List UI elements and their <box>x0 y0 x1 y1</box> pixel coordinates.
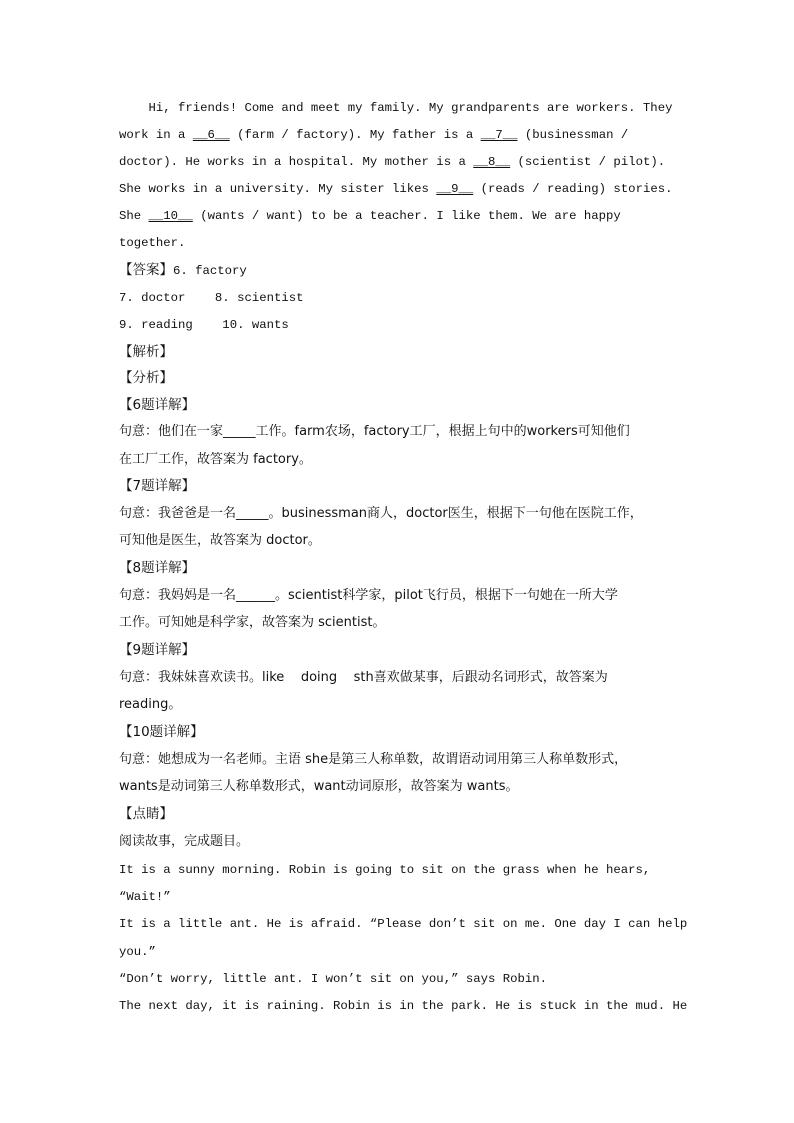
q10-title: 【10题详解】 <box>119 724 204 740</box>
passage-text: Hi, friends! Come and meet my family. My grandparents are workers. They <box>119 101 673 115</box>
dianjing-heading: 【点睛】 <box>119 806 173 822</box>
analysis-heading: 【解析】 <box>119 344 173 360</box>
passage-text: She <box>119 209 149 223</box>
story-line-3: It is a little ant. He is afraid. “Please don’t sit on me. One day I can help <box>119 917 688 931</box>
q6-explanation-line-2: 在工厂工作，故答案为 factory。 <box>119 452 312 467</box>
passage-text: together. <box>119 236 186 250</box>
story-line-1: It is a sunny morning. Robin is going to sit on the grass when he hears, <box>119 863 651 877</box>
q8-explanation-line-1: 句意：我妈妈是一名______。scientist科学家，pilot飞行员，根据下一句她在一所大学 <box>119 588 618 603</box>
blank-9: __9__ <box>436 182 474 196</box>
passage-text: (reads / reading) stories. <box>473 182 673 196</box>
q7-explanation-line-1: 句意：我爸爸是一名_____。businessman商人，doctor医生，根据下一句他在医院工作， <box>119 506 643 521</box>
passage-text: doctor). He works in a hospital. My mother is a <box>119 155 474 169</box>
q10-explanation-line-1: 句意：她想成为一名老师。主语 she是第三人称单数，故谓语动词用第三人称单数形式， <box>119 752 628 767</box>
q9-title: 【9题详解】 <box>119 642 196 658</box>
passage-line-1 <box>119 98 672 118</box>
passage-line-6 <box>119 233 185 253</box>
q6-title: 【6题详解】 <box>119 397 196 413</box>
passage-line-5 <box>119 206 621 226</box>
answer-7-8: 7. doctor 8. scientist <box>119 291 304 305</box>
story-line-4: you.” <box>119 945 156 959</box>
fenxi-heading: 【分析】 <box>119 370 173 386</box>
passage-text: (wants / want) to be a teacher. I like them. We are happy <box>192 209 621 223</box>
q7-explanation-line-2: 可知他是医生，故答案为 doctor。 <box>119 533 321 548</box>
q8-explanation-line-2: 工作。可知她是科学家，故答案为 scientist。 <box>119 615 386 630</box>
answer-label: 【答案】 <box>119 262 173 278</box>
blank-10: __10__ <box>148 209 193 223</box>
passage-text: work in a <box>119 128 193 142</box>
story-instruction: 阅读故事，完成题目。 <box>119 834 250 849</box>
blank-7: __7__ <box>480 128 518 142</box>
q10-explanation-line-2: wants是动词第三人称单数形式，want动词原形，故答案为 wants。 <box>119 779 519 794</box>
story-line-6: The next day, it is raining. Robin is in the park. He is stuck in the mud. He <box>119 999 688 1013</box>
story-line-2: “Wait!” <box>119 890 171 904</box>
passage-line-3 <box>119 152 665 172</box>
passage-text: (businessman / <box>517 128 629 142</box>
answer-9-10: 9. reading 10. wants <box>119 318 289 332</box>
blank-8: __8__ <box>473 155 511 169</box>
passage-line-4 <box>119 179 672 199</box>
answer-6: 6. factory <box>173 264 247 278</box>
answers-line <box>119 260 247 280</box>
q9-explanation-line-2: reading。 <box>119 697 182 712</box>
passage-line-2 <box>119 125 628 145</box>
q8-title: 【8题详解】 <box>119 560 196 576</box>
passage-text: She works in a university. My sister likes <box>119 182 437 196</box>
story-line-5: “Don’t worry, little ant. I won’t sit on you,” says Robin. <box>119 972 548 986</box>
passage-text: (scientist / pilot). <box>510 155 666 169</box>
q9-explanation-line-1: 句意：我妹妹喜欢读书。like doing sth喜欢做某事，后跟动名词形式，故答案为 <box>119 670 608 685</box>
q7-title: 【7题详解】 <box>119 478 196 494</box>
passage-text: (farm / factory). My father is a <box>229 128 481 142</box>
q6-explanation-line-1: 句意：他们在一家_____工作。farm农场，factory工厂，根据上句中的workers可知他们 <box>119 424 630 439</box>
blank-6: __6__ <box>192 128 230 142</box>
